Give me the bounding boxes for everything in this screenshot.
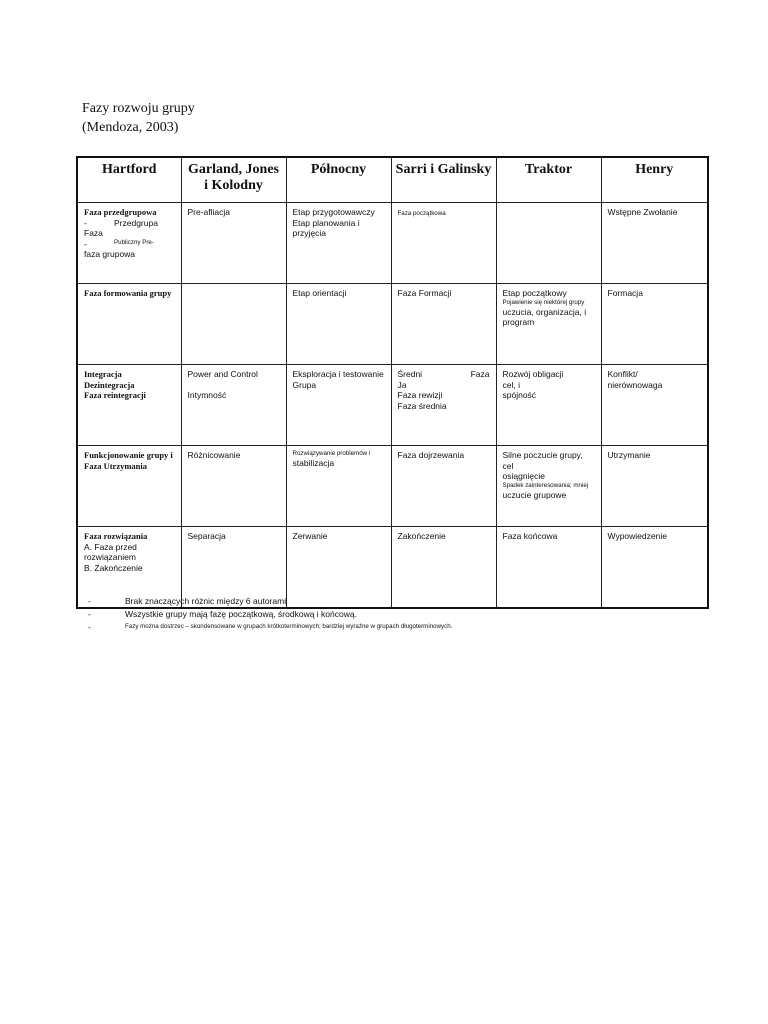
table-cell: Pre-afliacja bbox=[181, 203, 286, 284]
table-cell: Etap początkowy Pojawienie się niektórej grupy uczucia, organizacja, i program bbox=[496, 284, 601, 365]
table-cell: Funkcjonowanie grupy i Faza Utrzymania bbox=[77, 446, 181, 527]
table-cell: Faza dojrzewania bbox=[391, 446, 496, 527]
header-garland: Garland, Jones i Kolodny bbox=[181, 157, 286, 203]
table-cell: Eksploracja i testowanie Grupa bbox=[286, 365, 391, 446]
list-item: - Brak znaczących różnic między 6 autorami bbox=[88, 596, 287, 606]
title-line-2: (Mendoza, 2003) bbox=[82, 120, 179, 135]
table-cell: Faza Formacji bbox=[391, 284, 496, 365]
title-line-1: Fazy rozwoju grupy bbox=[82, 101, 195, 116]
table-cell: Faza początkowa bbox=[391, 203, 496, 284]
header-traktor: Traktor bbox=[496, 157, 601, 203]
table-cell bbox=[496, 203, 601, 284]
table-cell: Rozwój obligacji cel, i spójność bbox=[496, 365, 601, 446]
table-cell: Zerwanie bbox=[286, 527, 391, 609]
table-cell: Faza formowania grupy bbox=[77, 284, 181, 365]
table-cell: Faza rozwiązania A. Faza przed rozwiązaniem B. Zakończenie bbox=[77, 527, 181, 609]
table-cell: Zakończenie bbox=[391, 527, 496, 609]
table-cell: Faza przedgrupowa - Przedgrupa Faza - Publiczny Pre- faza grupowa bbox=[77, 203, 181, 284]
table-row bbox=[77, 446, 708, 527]
table-header-row bbox=[77, 157, 708, 203]
list-item: - Fazy można dostrzec – skondensowane w grupach krótkoterminowych; bardziej wyraźne w grupach długoterminowych. bbox=[88, 622, 453, 632]
table-cell: Faza końcowa bbox=[496, 527, 601, 609]
document-title bbox=[82, 99, 195, 137]
table-row bbox=[77, 365, 708, 446]
header-henry: Henry bbox=[601, 157, 708, 203]
table-cell: Integracja Dezintegracja Faza reintegracji bbox=[77, 365, 181, 446]
table-cell: Etap przygotowawczy Etap planowania i przyjęcia bbox=[286, 203, 391, 284]
header-polnocny: Północny bbox=[286, 157, 391, 203]
table-cell: Formacja bbox=[601, 284, 708, 365]
header-sarri: Sarri i Galinsky bbox=[391, 157, 496, 203]
notes-list bbox=[88, 596, 452, 635]
table-cell: Power and Control Intymność bbox=[181, 365, 286, 446]
table-cell: Separacja bbox=[181, 527, 286, 609]
table-cell: Średni Faza Ja Faza rewizji Faza średnia bbox=[391, 365, 496, 446]
table-cell: Utrzymanie bbox=[601, 446, 708, 527]
table-cell: Różnicowanie bbox=[181, 446, 286, 527]
table-row bbox=[77, 284, 708, 365]
phases-table bbox=[76, 156, 709, 609]
table-cell: Wstępne Zwołanie bbox=[601, 203, 708, 284]
table-row bbox=[77, 203, 708, 284]
header-hartford: Hartford bbox=[77, 157, 181, 203]
list-item: - Wszystkie grupy mają fazę początkową, środkową i końcową. bbox=[88, 609, 357, 619]
table-cell: Etap orientacji bbox=[286, 284, 391, 365]
table-cell: Wypowiedzenie bbox=[601, 527, 708, 609]
table-cell: Silne poczucie grupy, cel osiągnięcie Spadek zainteresowania; mniej uczucie grupowe bbox=[496, 446, 601, 527]
table-cell: Konflikt/ nierównowaga bbox=[601, 365, 708, 446]
table-cell bbox=[181, 284, 286, 365]
table-cell: Rozwiązywanie problemów i stabilizacja bbox=[286, 446, 391, 527]
